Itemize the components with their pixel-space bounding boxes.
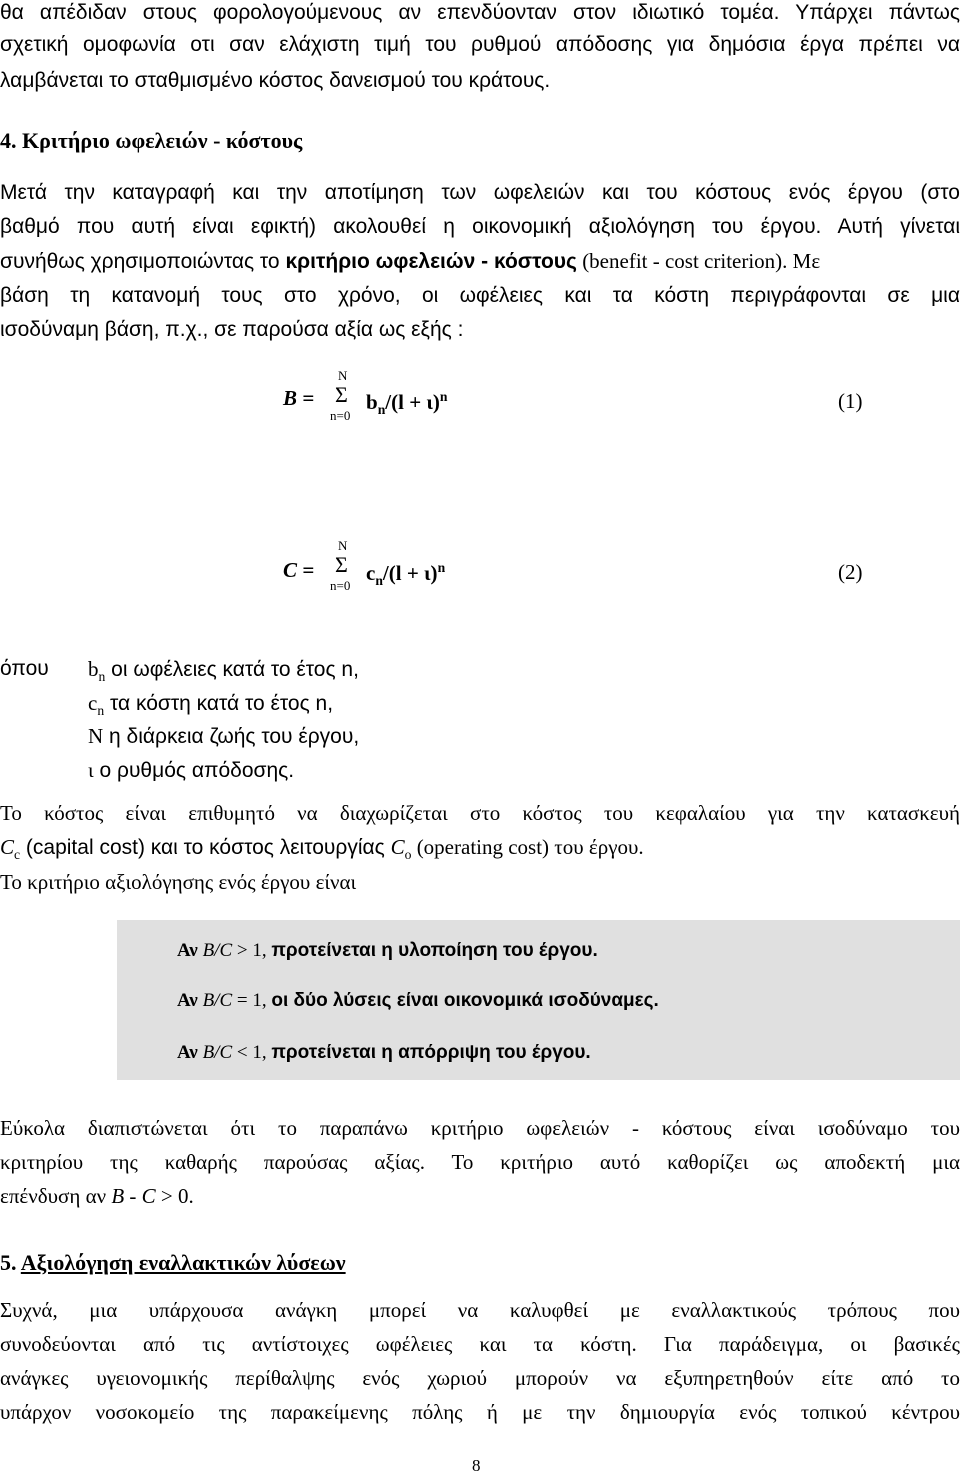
criterion-row: Αν B/C < 1, προτείνεται η απόρριψη του έργου. — [177, 1042, 591, 1063]
text-line: $C_c$ (capital cost) και το κόστος λειτουργίας $C_o$ (operating cost) του έργου. — [0, 835, 644, 863]
criterion-row: Αν B/C > 1, προτείνεται η υλοποίηση του έργου. — [177, 940, 598, 961]
definition-item: $b_n$ οι ωφέλειες κατά το έτος n, — [88, 657, 359, 685]
section-heading: 4. Κριτήριο ωφελειών - κόστους — [0, 128, 303, 153]
definition-item: $c_n$ τα κόστη κατά το έτος n, — [88, 691, 334, 719]
text-line: ισοδύναμη βάση, π.χ., σε παρούσα αξία ως εξής : — [0, 318, 464, 341]
criteria-box — [117, 920, 960, 1080]
text-line: βαθμό που αυτή είναι εφικτή) ακολουθεί η οικονομική αξιολόγηση του έργου. Αυτή γίνεται — [0, 215, 960, 238]
text-line: Συχνά, μια υπάρχουσα ανάγκη μπορεί να καλυφθεί με εναλλακτικούς τρόπους που — [0, 1298, 960, 1322]
text-line: Εύκολα διαπιστώνεται ότι το παραπάνω κριτήριο ωφελειών - κόστους είναι ισοδύναμο του — [0, 1116, 960, 1140]
text-line: Το κόστος είναι επιθυμητό να διαχωρίζεται στο κόστος του κεφαλαίου για την κατασκευή — [0, 801, 960, 825]
text-line: θα απέδιδαν στους φορολογούμενους αν επενδύονταν στον ιδιωτικό τομέα. Υπάρχει πάντως — [0, 1, 960, 24]
bold-term: κριτήριο ωφελειών - κόστους — [285, 250, 577, 273]
text-line: Μετά την καταγραφή και την αποτίμηση των ωφελειών και του κόστους ενός έργου (στο — [0, 181, 960, 204]
section-heading: 5. Αξιολόγηση εναλλακτικών λύσεων — [0, 1250, 346, 1275]
text-line: επένδυση αν B - C > 0. — [0, 1184, 194, 1208]
text-line: συνήθως χρησιμοποιώντας το κριτήριο ωφελειών - κόστους (benefit - cost criterion). Με — [0, 249, 821, 273]
text-line: σχετική ομοφωνία οτι σαν ελάχιστη τιμή του ρυθμού απόδοσης για δημόσια έργα πρέπει να — [0, 33, 960, 56]
text-line: Το κριτήριο αξιολόγησης ενός έργου είναι — [0, 870, 357, 894]
text-line: βάση τη κατανομή τους στο χρόνο, οι ωφέλειες και τα κόστη περιγράφονται σε μια — [0, 284, 960, 307]
page-number: 8 — [472, 1456, 481, 1475]
text-line: κριτηρίου της καθαρής παρούσας αξίας. Το κριτήριο αυτό καθορίζει ως αποδεκτή μια — [0, 1150, 960, 1174]
where-label: όπου — [0, 657, 49, 680]
criterion-row: Αν B/C = 1, οι δύο λύσεις είναι οικονομικά ισοδύναμες. — [177, 990, 659, 1011]
equation-label: (2) — [838, 560, 863, 584]
definition-item: N η διάρκεια ζωής του έργου, — [88, 724, 360, 748]
text-line: υπάρχον νοσοκομείο της παρακείμενης πόλης ή με την δημιουργία ενός τοπικού κέντρου — [0, 1400, 960, 1424]
text-line: συνοδεύονται από τις αντίστοιχες ωφέλειες και τα κόστη. Για παράδειγμα, οι βασικές — [0, 1332, 960, 1356]
text-line: λαμβάνεται το σταθμισμένο κόστος δανεισμού του κράτους. — [0, 69, 551, 92]
definition-item: ι ο ρυθμός απόδοσης. — [88, 758, 295, 782]
text-line: ανάγκες υγειονομικής περίθαλψης ενός χωριού μπορούν να εξυπηρετηθούν είτε από το — [0, 1366, 960, 1390]
equation-label: (1) — [838, 389, 863, 413]
